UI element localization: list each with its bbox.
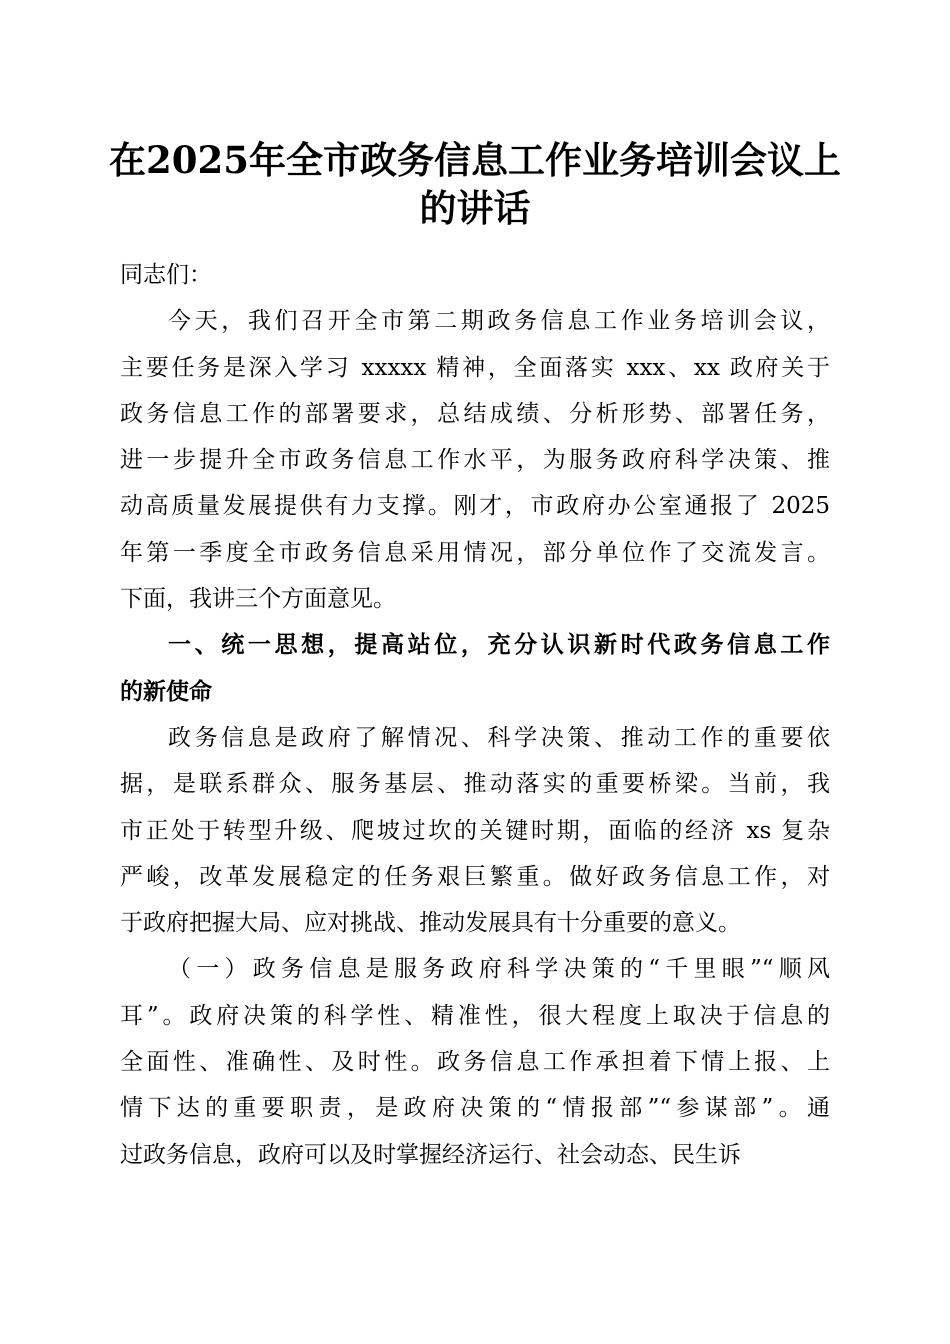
text-line: 过政务信息，政府可以及时掌握经济运行、社会动态、民生诉 <box>120 1141 741 1168</box>
text-line: 政务信息是政府了解情况、科学决策、推动工作的重要依 <box>168 724 830 751</box>
title-line-2: 的讲话 <box>419 186 531 230</box>
text-line: 主要任务是深入学习 xxxxx 精神，全面落实 xxx、xx 政府关于 <box>120 354 830 381</box>
text-line: 动高质量发展提供有力支撑。刚才，市政府办公室通报了 2025 <box>120 493 830 520</box>
text-line: 耳”。政府决策的科学性、精准性，很大程度上取决于信息的 <box>120 1002 830 1029</box>
text-line: 年第一季度全市政务信息采用情况，部分单位作了交流发言。 <box>120 539 830 566</box>
text-line: 下面，我讲三个方面意见。 <box>120 586 396 613</box>
text-line: 市正处于转型升级、爬坡过坎的关键时期，面临的经济 xs 复杂 <box>120 817 830 844</box>
title-line-1: 在2025年全市政务信息工作业务培训会议上 <box>109 138 841 182</box>
paragraph <box>120 298 830 622</box>
text-line: 今天，我们召开全市第二期政务信息工作业务培训会议， <box>168 308 830 335</box>
text-line: 政务信息工作的部署要求，总结成绩、分析形势、部署任务， <box>120 400 830 427</box>
text-line: 据，是联系群众、服务基层、推动落实的重要桥梁。当前，我 <box>120 771 830 798</box>
text-line: 全面性、准确性、及时性。政务信息工作承担着下情上报、上 <box>120 1049 830 1076</box>
paragraph <box>120 946 830 1177</box>
paragraph <box>120 715 830 946</box>
salutation: 同志们： <box>120 262 212 288</box>
text-line: （一）政务信息是服务政府科学决策的“千里眼”“顺风 <box>168 956 830 983</box>
text-line: 于政府把握大局、应对挑战、推动发展具有十分重要的意义。 <box>120 910 741 937</box>
document-title <box>100 136 850 232</box>
text-line: 进一步提升全市政务信息工作水平，为服务政府科学决策、推 <box>120 447 830 474</box>
text-line: 的新使命 <box>120 678 212 705</box>
section-heading <box>120 622 830 715</box>
text-line: 严峻，改革发展稳定的任务艰巨繁重。做好政务信息工作，对 <box>120 863 830 890</box>
text-line: 情下达的重要职责，是政府决策的“情报部”“参谋部”。通 <box>120 1095 830 1122</box>
document-body <box>120 252 830 1178</box>
text-line: 一、统一思想，提高站位，充分认识新时代政务信息工作 <box>168 632 830 659</box>
